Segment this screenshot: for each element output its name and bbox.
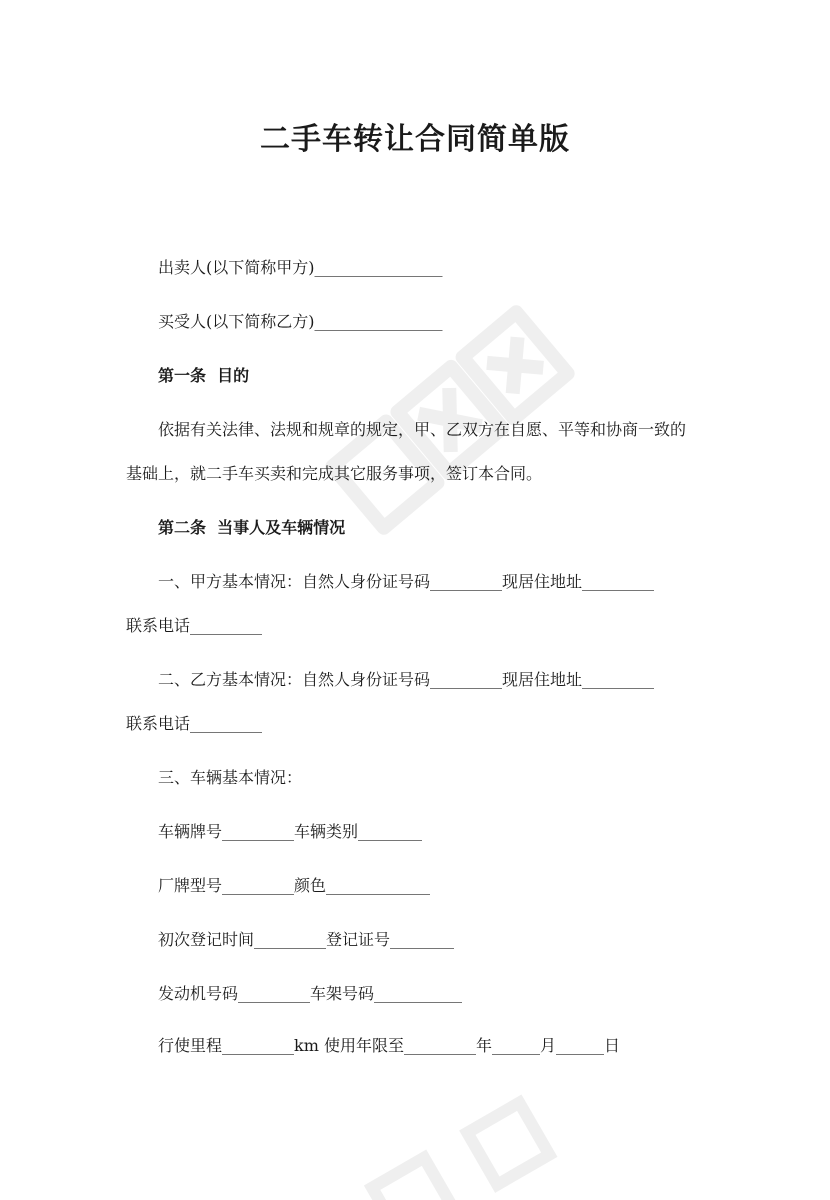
watermark-logo-bottom [330,1080,590,1200]
vehicle-model-line: 厂牌型号_________颜色_____________ [158,876,431,895]
vehicle-engine-line: 发动机号码_________车架号码___________ [158,984,463,1003]
buyer-line: 买受人(以下简称乙方)________________ [158,312,443,331]
vehicle-plate-line: 车辆牌号_________车辆类别________ [158,822,423,841]
document-title: 二手车转让合同简单版 [260,122,570,157]
party-a-info-line-2: 联系电话_________ [126,616,263,635]
article-1-heading: 第一条 目的 [158,366,250,385]
article-1-body-line-2: 基础上，就二手车买卖和完成其它服务事项，签订本合同。 [126,464,543,483]
vehicle-registration-line: 初次登记时间_________登记证号________ [158,930,455,949]
party-b-info-line-1: 二、乙方基本情况：自然人身份证号码_________现居住地址_________ [158,670,655,689]
party-a-info-line-1: 一、甲方基本情况：自然人身份证号码_________现居住地址_________ [158,572,655,591]
vehicle-mileage-line: 行使里程_________km 使用年限至_________年______月______日 [158,1036,620,1055]
vehicle-info-heading: 三、车辆基本情况： [158,768,303,787]
party-b-info-line-2: 联系电话_________ [126,714,263,733]
seller-line: 出卖人(以下简称甲方)________________ [158,258,443,277]
article-1-body-line-1: 依据有关法律、法规和规章的规定，甲、乙双方在自愿、平等和协商一致的 [158,420,687,439]
article-2-heading: 第二条 当事人及车辆情况 [158,518,346,537]
